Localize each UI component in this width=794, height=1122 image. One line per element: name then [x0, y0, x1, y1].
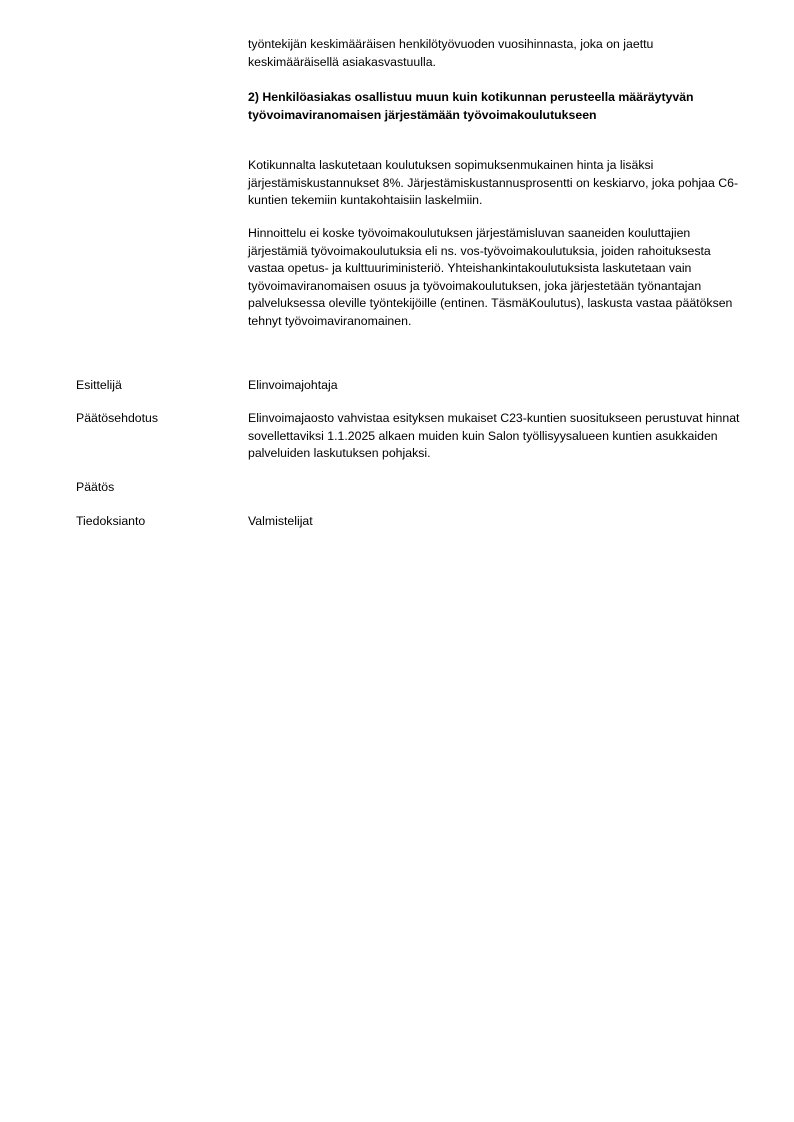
row-value-tiedoksianto: Valmistelijat: [248, 514, 313, 528]
row-label-esittelija: Esittelijä: [76, 378, 122, 392]
paragraph-2: Hinnoittelu ei koske työvoimakoulutuksen järjestämisluvan saaneiden kouluttajien järjestämiä työvoimakoulutuksia eli ns. vos-työvoimakoulutuksia, joiden rahoituksesta vastaa opetus- ja kulttuuriministeriö. Yhteishankintakoulutuksista laskutetaan vain työvoimaviranomaisen osuus ja työvoimakoulutuksen, joka järjestetään työnantajan palveluksessa oleville työntekijöille (entinen. TäsmäKoulutus), laskusta vastaa päätöksen tehnyt työvoimaviranomainen.: [248, 226, 733, 328]
paragraph-2-block: [248, 225, 742, 343]
section-heading-block: [248, 89, 742, 137]
row-value-esittelija: Elinvoimajohtaja: [248, 378, 338, 392]
section-heading-2: 2) Henkilöasiakas osallistuu muun kuin kotikunnan perusteella määräytyvän työvoimaviranomaisen järjestämään työvoimakoulutukseen: [248, 90, 694, 122]
intro-paragraph: työntekijän keskimääräisen henkilötyövuoden vuosihinnasta, joka on jaettu keskimääräisellä asiakasvastuulla.: [248, 37, 654, 69]
row-label-tiedoksianto: Tiedoksianto: [76, 514, 146, 528]
intro-paragraph-block: [248, 36, 742, 84]
paragraph-1-block: [248, 157, 742, 223]
paragraph-1: Kotikunnalta laskutetaan koulutuksen sopimuksenmukainen hinta ja lisäksi järjestämiskustannukset 8%. Järjestämiskustannusprosentti on keskiarvo, joka pohjaa C6-kuntien tekemiin kuntakohtaisiin laskelmiin.: [248, 158, 739, 207]
row-label-paatosehdotus: Päätösehdotus: [76, 411, 159, 425]
row-label-paatos: Päätös: [76, 480, 115, 494]
row-value-paatosehdotus: Elinvoimajaosto vahvistaa esityksen mukaiset C23-kuntien suositukseen perustuvat hinnat sovellettaviksi 1.1.2025 alkaen muiden kuin Salon työllisyysalueen kuntien asukkaiden palveluiden laskutuksen pohjaksi.: [248, 411, 740, 460]
